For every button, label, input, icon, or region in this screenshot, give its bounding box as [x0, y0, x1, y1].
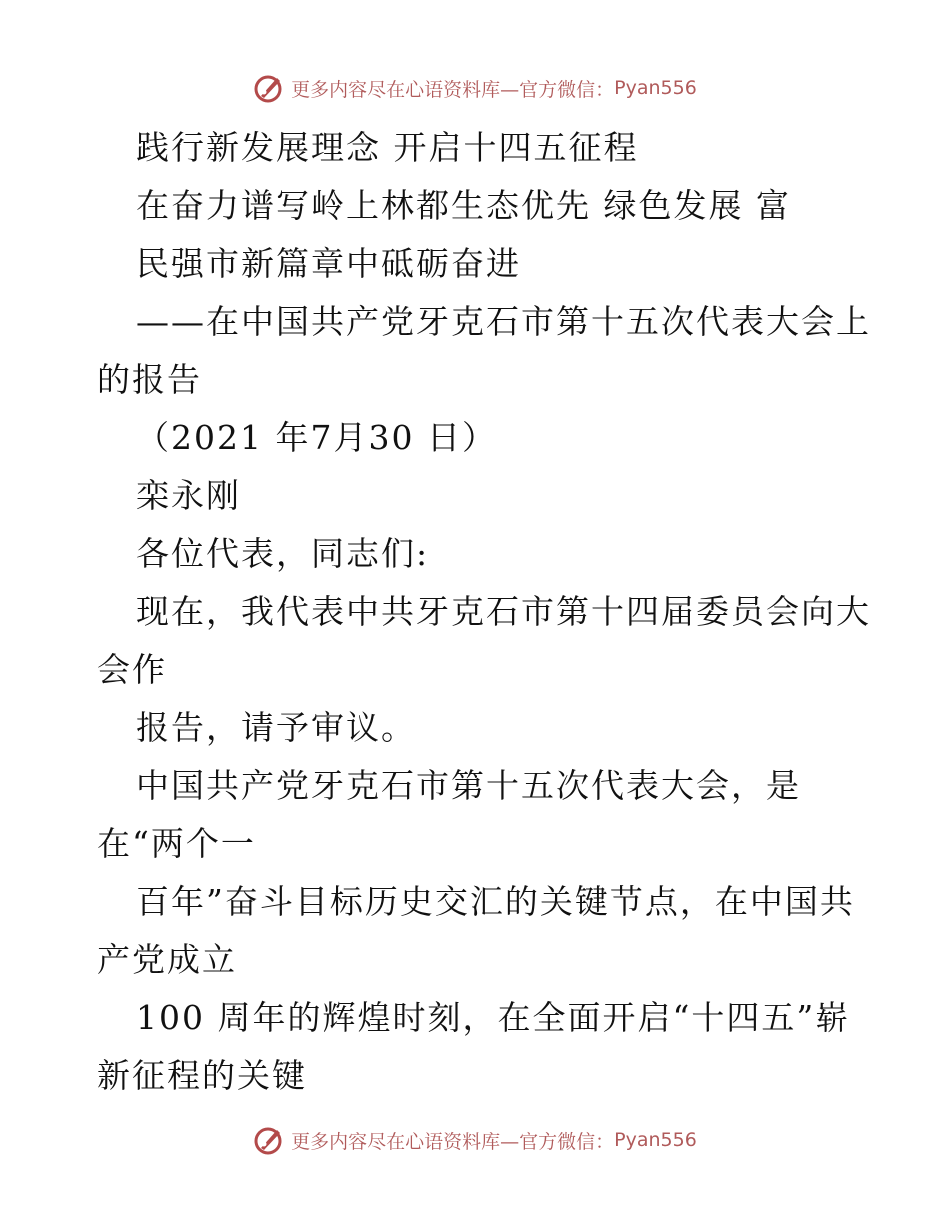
paragraph-line: 报告，请予审议。 [136, 708, 416, 747]
banner-handle: Pyan556 [614, 1129, 697, 1151]
title-line-2: 在奋力谱写岭上林都生态优先 绿色发展 富 [136, 186, 791, 225]
title-line-3: 民强市新篇章中砥砺奋进 [136, 244, 521, 283]
paragraph-line: 在“两个一 [97, 824, 256, 863]
header-watermark-banner [0, 72, 950, 104]
paragraph-line: 中国共产党牙克石市第十五次代表大会，是 [136, 766, 801, 805]
banner-text: 更多内容尽在心语资料库—官方微信： [291, 78, 615, 101]
footer-watermark-banner [0, 1124, 950, 1156]
paragraph-line: 会作 [97, 650, 167, 689]
banner-text: 更多内容尽在心语资料库—官方微信： [291, 1130, 615, 1153]
paragraph-line: 现在，我代表中共牙克石市第十四届委员会向大 [136, 592, 871, 631]
date-line: （2021 年7月30 日） [136, 418, 497, 457]
paragraph-line: 百年”奋斗目标历史交汇的关键节点，在中国共 [136, 882, 855, 921]
paragraph-line: 新征程的关键 [97, 1056, 307, 1095]
subtitle-line-1: ——在中国共产党牙克石市第十五次代表大会上 [136, 302, 871, 341]
paragraph-line: 产党成立 [97, 940, 237, 979]
title-line-1: 践行新发展理念 开启十四五征程 [136, 128, 639, 167]
subtitle-line-2: 的报告 [97, 360, 202, 399]
author-line: 栾永刚 [136, 476, 241, 515]
paragraph-line: 100 周年的辉煌时刻，在全面开启“十四五”崭 [136, 998, 851, 1037]
pen-logo-icon [253, 72, 285, 104]
salutation-line: 各位代表，同志们: [136, 534, 430, 573]
pen-logo-icon [253, 1124, 285, 1156]
banner-handle: Pyan556 [614, 77, 697, 99]
